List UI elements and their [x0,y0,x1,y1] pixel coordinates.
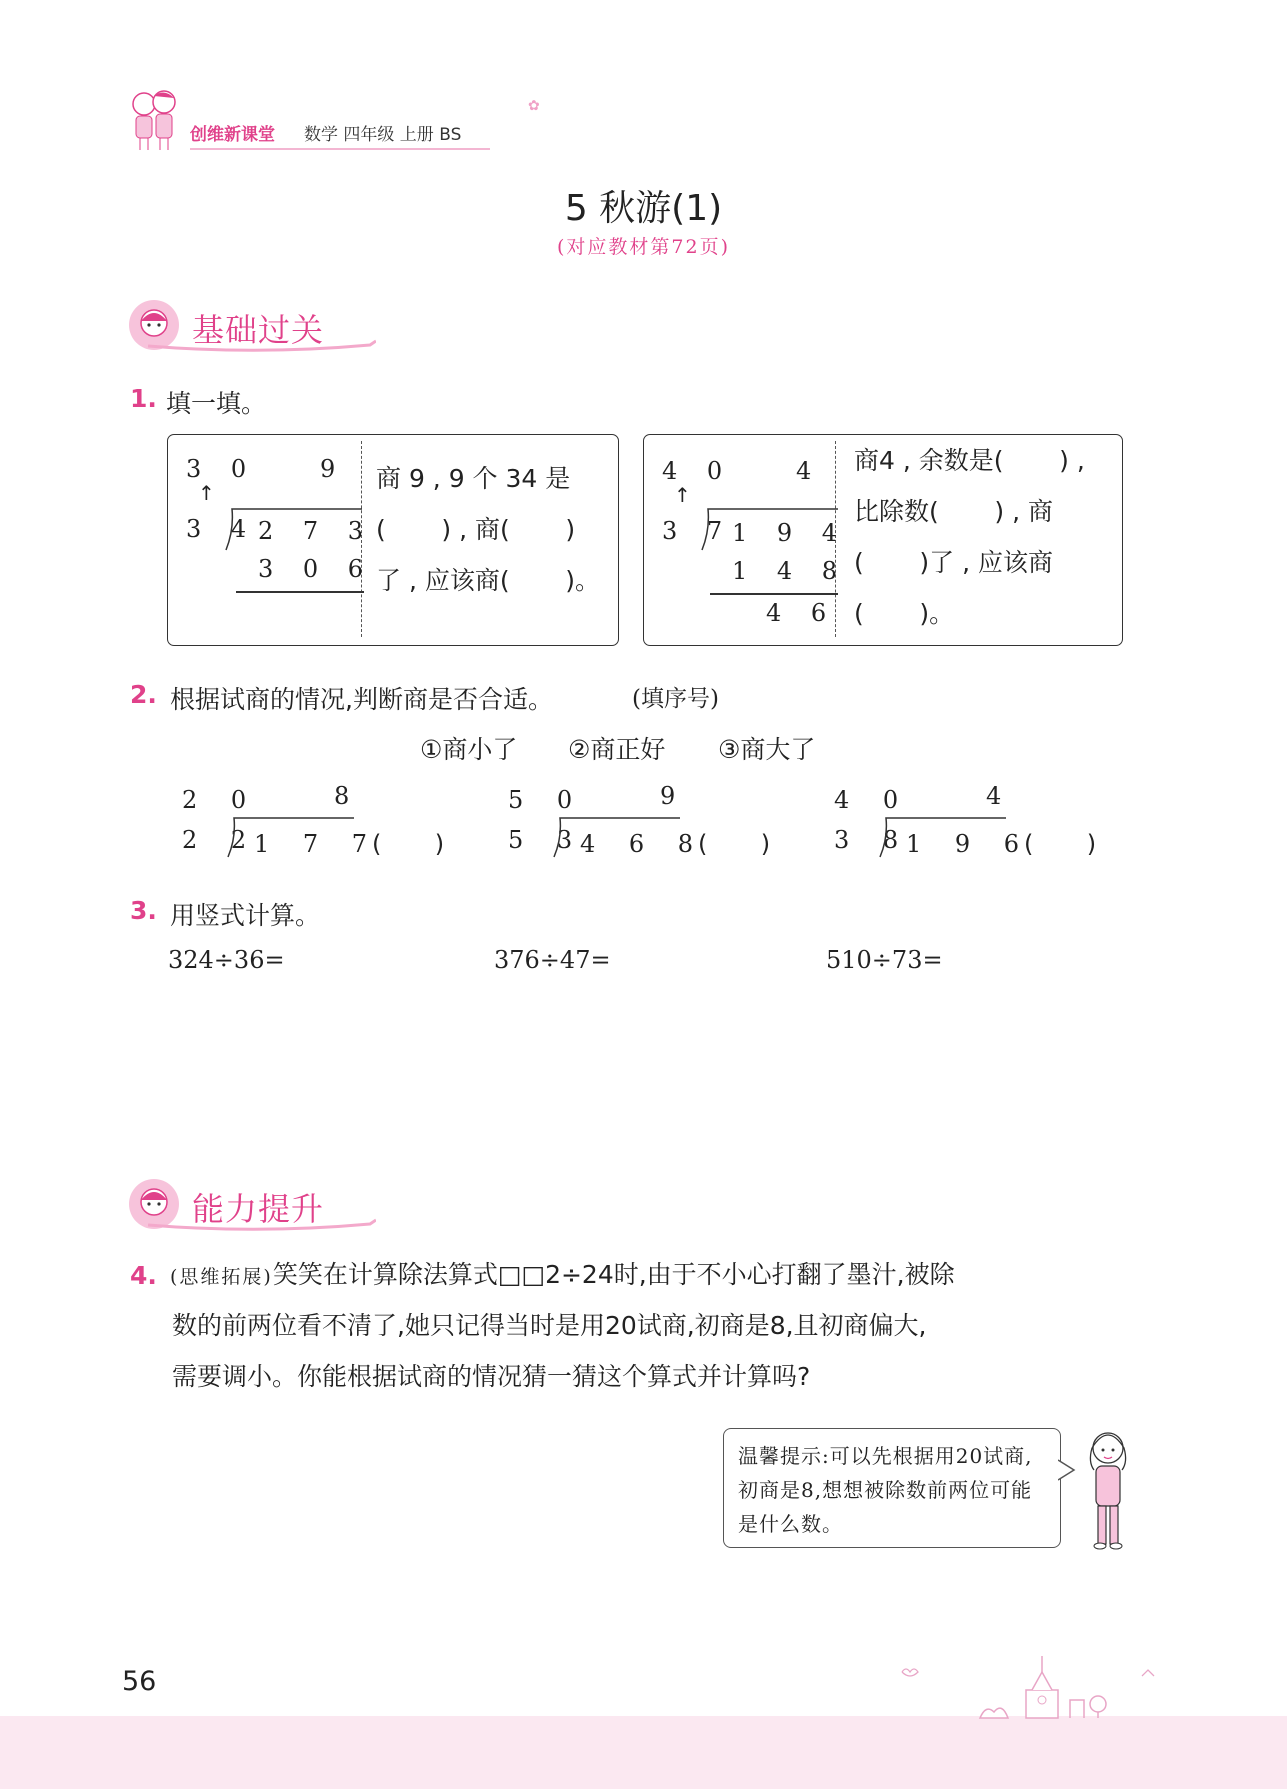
q1-number: 1. [130,384,157,413]
section-label-advanced: 能力提升 [192,1190,325,1228]
q3-expr-1: 324÷36= [168,946,285,974]
trial-quotient: 5 0 [508,786,586,814]
q1-box-2 [643,434,1123,646]
q1-box-1 [167,434,619,646]
q2-item-1 [182,780,482,860]
q2-text: 根据试商的情况,判断商是否合适。 [170,685,553,714]
quotient: 4 [796,457,823,485]
q2-option-3: ③商大了 [718,735,816,764]
box2-line2: 比除数( ) , 商 [854,497,1053,526]
quotient: 9 [660,782,689,810]
dividend: 2 7 3 [258,517,375,545]
section-label-basic: 基础过关 [192,311,325,349]
q4-line2: 数的前两位看不清了,她只记得当时是用20试商,初商是8,且初商偏大, [172,1311,927,1340]
product: 1 4 8 [732,557,849,585]
header-brand: 创维新课堂 [190,125,275,145]
q3-number: 3. [130,896,157,925]
q2-option-2: ②商正好 [568,735,666,764]
q3-expr-3: 510÷73= [826,946,943,974]
section-banner-basic [128,297,378,353]
lesson-title: 5 秋游(1) [564,188,723,229]
box2-line3: ( )了 , 应该商 [854,548,1053,577]
divisor: 3 8 [834,826,912,854]
q4-tag: (思维拓展) [170,1266,273,1288]
footer-band [0,1716,1287,1789]
up-arrow-icon: ↑ [674,483,691,507]
product: 3 0 6 [258,555,375,583]
quotient: 9 [320,455,347,483]
banner-swoosh [148,339,376,353]
up-arrow-icon: ↑ [198,481,215,505]
box1-line2: ( ) , 商( ) [376,515,576,544]
q2-hint: (填序号) [632,686,719,712]
dividend: 1 7 7 [254,830,381,858]
q2-number: 2. [130,680,157,709]
q1-text: 填一填。 [166,389,267,418]
q2-item-3 [834,780,1134,860]
tip-text: 温馨提示:可以先根据用20试商,初商是8,想想被除数前两位可能是什么数。 [738,1444,1033,1536]
divisor: 2 2 [182,826,260,854]
tip-bubble [723,1428,1061,1548]
banner-swoosh [148,1218,376,1232]
castle-decoration-icon [880,1650,1180,1720]
lesson-subtitle: (对应教材第72页) [556,236,730,258]
divisor: 3 4 [186,515,258,543]
dividend: 4 6 8 [580,830,707,858]
q4-line1-text: 笑笑在计算除法算式□□2÷24时,由于不小心打翻了墨汁,被除 [272,1260,955,1289]
trial-quotient: 4 0 [834,786,912,814]
remainder: 4 6 [766,599,838,627]
answer-blank[interactable]: ( ) [372,830,445,858]
answer-blank[interactable]: ( ) [698,830,771,858]
subtraction-line [710,593,838,595]
box2-line1: 商4 , 余数是( ) , [854,446,1085,475]
trial-quotient: 3 0 [186,455,258,483]
divisor: 5 3 [508,826,586,854]
page-number: 56 [122,1666,157,1697]
q3-expr-2: 376÷47= [494,946,611,974]
q4-line1 [170,1249,955,1303]
section-banner-advanced [128,1176,378,1232]
q3-text: 用竖式计算。 [170,901,321,930]
q2-option-1: ①商小了 [420,735,518,764]
q2-item-2 [508,780,808,860]
girl-illustration [1078,1428,1138,1550]
box2-line4: ( )。 [854,599,955,628]
header-kids-illustration [128,88,180,152]
header-subject: 数学 四年级 上册 BS [304,125,462,145]
quotient: 8 [334,782,363,810]
trial-quotient: 2 0 [182,786,260,814]
header-underline [190,148,490,150]
dividend: 1 9 4 [732,519,849,547]
trial-quotient: 4 0 [662,457,734,485]
quotient: 4 [986,782,1015,810]
q4-number: 4. [130,1261,157,1290]
butterfly-icon: ✿ [528,98,540,114]
answer-blank[interactable]: ( ) [1024,830,1097,858]
subtraction-line [236,591,364,593]
divisor: 3 7 [662,517,734,545]
q4-line3: 需要调小。你能根据试商的情况猜一猜这个算式并计算吗? [172,1362,811,1391]
box1-line1: 商 9 , 9 个 34 是 [376,464,571,493]
box1-line3: 了 , 应该商( )。 [376,566,600,595]
tip-bubble-pointer [1058,1458,1078,1482]
dividend: 1 9 6 [906,830,1033,858]
